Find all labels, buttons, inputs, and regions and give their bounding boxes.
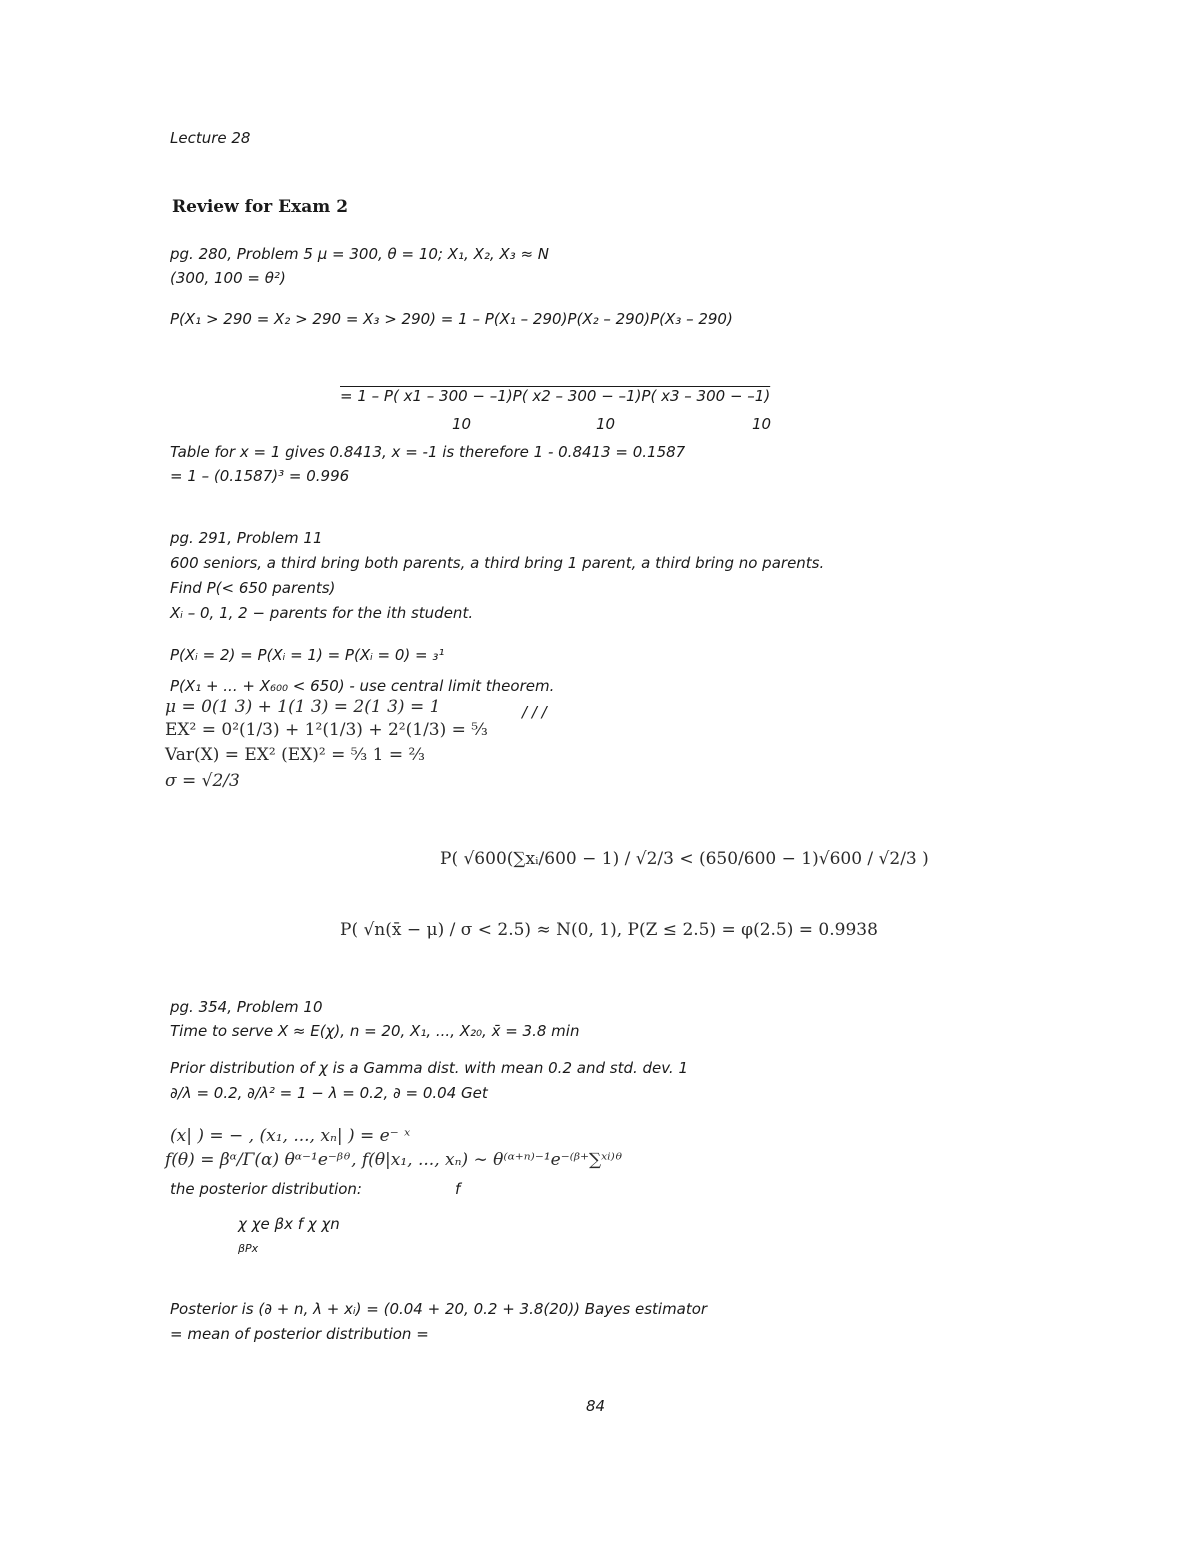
problem2-probabilities: P(Xᵢ = 2) = P(Xᵢ = 1) = P(Xᵢ = 0) = ₃¹: [170, 646, 445, 664]
problem2-find: Find P(< 650 parents): [170, 579, 336, 597]
problem1-heading: pg. 280, Problem 5 μ = 300, θ = 10; X₁, X₂, X₃ ≈ N: [170, 245, 550, 263]
problem1-heading-cont: (300, 100 = θ²): [170, 269, 286, 287]
problem1-result: = 1 – (0.1587)³ = 0.996: [170, 467, 350, 485]
problem3-posterior: Posterior is (∂ + n, λ + xᵢ) = (0.04 + 20, 0.2 + 3.8(20)) Bayes estimator: [170, 1300, 708, 1318]
problem3-prior: Prior distribution of χ is a Gamma dist. with mean 0.2 and std. dev. 1: [170, 1059, 688, 1077]
problem3-chi-row: χ χe βx f χ χn: [238, 1215, 340, 1233]
problem2-slashes: / / /: [522, 703, 547, 721]
lecture-label: Lecture 28: [170, 129, 251, 147]
page-title: Review for Exam 2: [172, 197, 349, 217]
problem2-variance: Var(X) = EX² (EX)² = ⁵⁄₃ 1 = ²⁄₃: [165, 745, 425, 765]
problem2-clt: P(X₁ + ... + X₆₀₀ < 650) - use central limit theorem.: [170, 677, 555, 695]
problem3-posterior-label: the posterior distribution:: [170, 1180, 362, 1198]
problem1-table-note: Table for x = 1 gives 0.8413, x = -1 is therefore 1 - 0.8413 = 0.1587: [170, 443, 686, 461]
problem3-posterior-f: f: [455, 1180, 461, 1198]
problem1-denominator-1: 10: [452, 415, 472, 433]
problem3-service-time: Time to serve X ≈ E(χ), n = 20, X₁, ..., X₂₀, x̄ = 3.8 min: [170, 1022, 580, 1040]
problem2-clt-result: P( √n(x̄ − μ) / σ < 2.5) ≈ N(0, 1), P(Z ≤ 2.5) = φ(2.5) = 0.9938: [340, 920, 878, 940]
problem2-mean: μ = 0(1 3) + 1(1 3) = 2(1 3) = 1: [165, 697, 441, 717]
problem3-beta-row: βPx: [238, 1242, 259, 1255]
problem2-second-moment: EX² = 0²(1/3) + 1²(1/3) + 2²(1/3) = ⁵⁄₃: [165, 720, 488, 740]
problem3-likelihood: (x| ) = − , (x₁, ..., xₙ| ) = e⁻ ˣ: [170, 1126, 411, 1146]
problem2-statement: 600 seniors, a third bring both parents, a third bring 1 parent, a third bring no parents.: [170, 554, 825, 572]
problem3-bayes-mean: = mean of posterior distribution =: [170, 1325, 429, 1343]
problem1-equation-2: = 1 – P( x1 – 300 − –1)P( x2 – 300 − –1)P( x3 – 300 − –1): [340, 387, 771, 405]
problem3-heading: pg. 354, Problem 10: [170, 998, 323, 1016]
problem1-denominator-3: 10: [752, 415, 772, 433]
problem3-prior-posterior: f(θ) = βᵅ/Γ(α) θᵅ⁻¹e⁻ᵝᶿ, f(θ|x₁, ..., xₙ) ∼ θ⁽ᵅ⁺ⁿ⁾⁻¹e⁻⁽ᵝ⁺∑ˣⁱ⁾ᶿ: [165, 1150, 623, 1170]
page-number: 84: [586, 1397, 606, 1415]
problem1-equation-1: P(X₁ > 290 = X₂ > 290 = X₃ > 290) = 1 – P(X₁ – 290)P(X₂ – 290)P(X₃ – 290): [170, 310, 733, 328]
problem2-clt-expression: P( √600(∑xᵢ/600 − 1) / √2/3 < (650/600 − 1)√600 / √2/3 ): [440, 849, 929, 869]
problem1-denominator-2: 10: [596, 415, 616, 433]
problem2-variable-def: Xᵢ – 0, 1, 2 − parents for the ith student.: [170, 604, 474, 622]
problem3-parameters: ∂/λ = 0.2, ∂/λ² = 1 − λ = 0.2, ∂ = 0.04 Get: [170, 1084, 488, 1102]
problem2-heading: pg. 291, Problem 11: [170, 529, 323, 547]
problem2-sigma: σ = √2/3: [165, 771, 240, 791]
